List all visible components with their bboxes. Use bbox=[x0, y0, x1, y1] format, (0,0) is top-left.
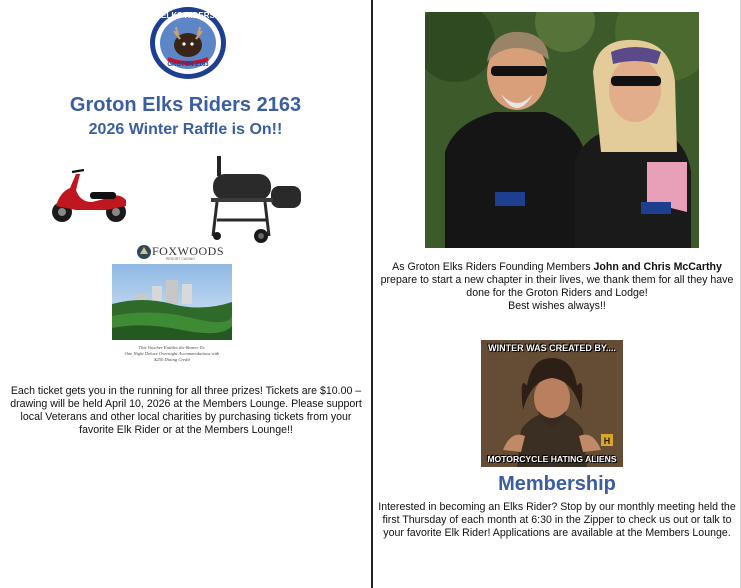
foxwoods-logo-text: FOXWOODS bbox=[152, 244, 225, 258]
raffle-subtitle: 2026 Winter Raffle is On!! bbox=[88, 121, 283, 138]
voucher-line: One Night Deluxe Overnight Accommodations with bbox=[124, 351, 220, 356]
svg-text:H: H bbox=[603, 436, 611, 446]
meme-top-caption: WINTER WAS CREATED BY.... bbox=[488, 343, 616, 353]
farewell-prefix: As Groton Elks Riders Founding Members bbox=[392, 261, 594, 273]
meme-image bbox=[481, 340, 623, 467]
meme-bottom-caption: MOTORCYCLE HATING ALIENS bbox=[487, 454, 617, 464]
voucher-line: This Voucher Entitles the Bearer To: bbox=[138, 345, 206, 350]
page-title: Groton Elks Riders 2163 bbox=[69, 94, 302, 116]
honoree-names: John and Chris McCarthy bbox=[593, 261, 722, 273]
logo-top-text: ELKS RIDERS bbox=[161, 11, 215, 20]
logo-bottom-text: GROTON 2163 bbox=[167, 62, 209, 68]
couple-photo bbox=[425, 12, 699, 248]
farewell-message bbox=[377, 261, 737, 313]
voucher-text bbox=[112, 345, 232, 363]
voucher-line: $250 Dining Credit bbox=[154, 357, 190, 362]
news-column bbox=[373, 0, 741, 588]
membership-description: Interested in becoming an Elks Rider? Stop by our monthly meeting held the first Thursday of each month at 6:30 in the Zipper to check us out or talk to your favorite Elk Rider! Applications are available at the Members Lounge. bbox=[378, 501, 736, 539]
farewell-suffix: prepare to start a new chapter in their lives, we thank them for all they have done for the Groton Riders and Lodge! bbox=[380, 274, 734, 299]
membership-heading: Membership bbox=[498, 473, 616, 495]
foxwoods-tagline: RESORT CASINO bbox=[166, 257, 195, 261]
raffle-description: Each ticket gets you in the running for all three prizes! Tickets are $10.00 – drawing will be held April 10, 2026 at the Members Lounge. Please support local Veterans and other local charities by purchasing tickets from your favorite Elk Rider or at the Members Lounge!! bbox=[10, 385, 362, 436]
aliens-meme bbox=[481, 340, 623, 467]
foxwoods-resort-photo bbox=[112, 264, 232, 340]
farewell-closing: Best wishes always!! bbox=[508, 300, 606, 312]
scooter-image bbox=[46, 166, 134, 226]
smoker-grill-image bbox=[205, 150, 307, 246]
